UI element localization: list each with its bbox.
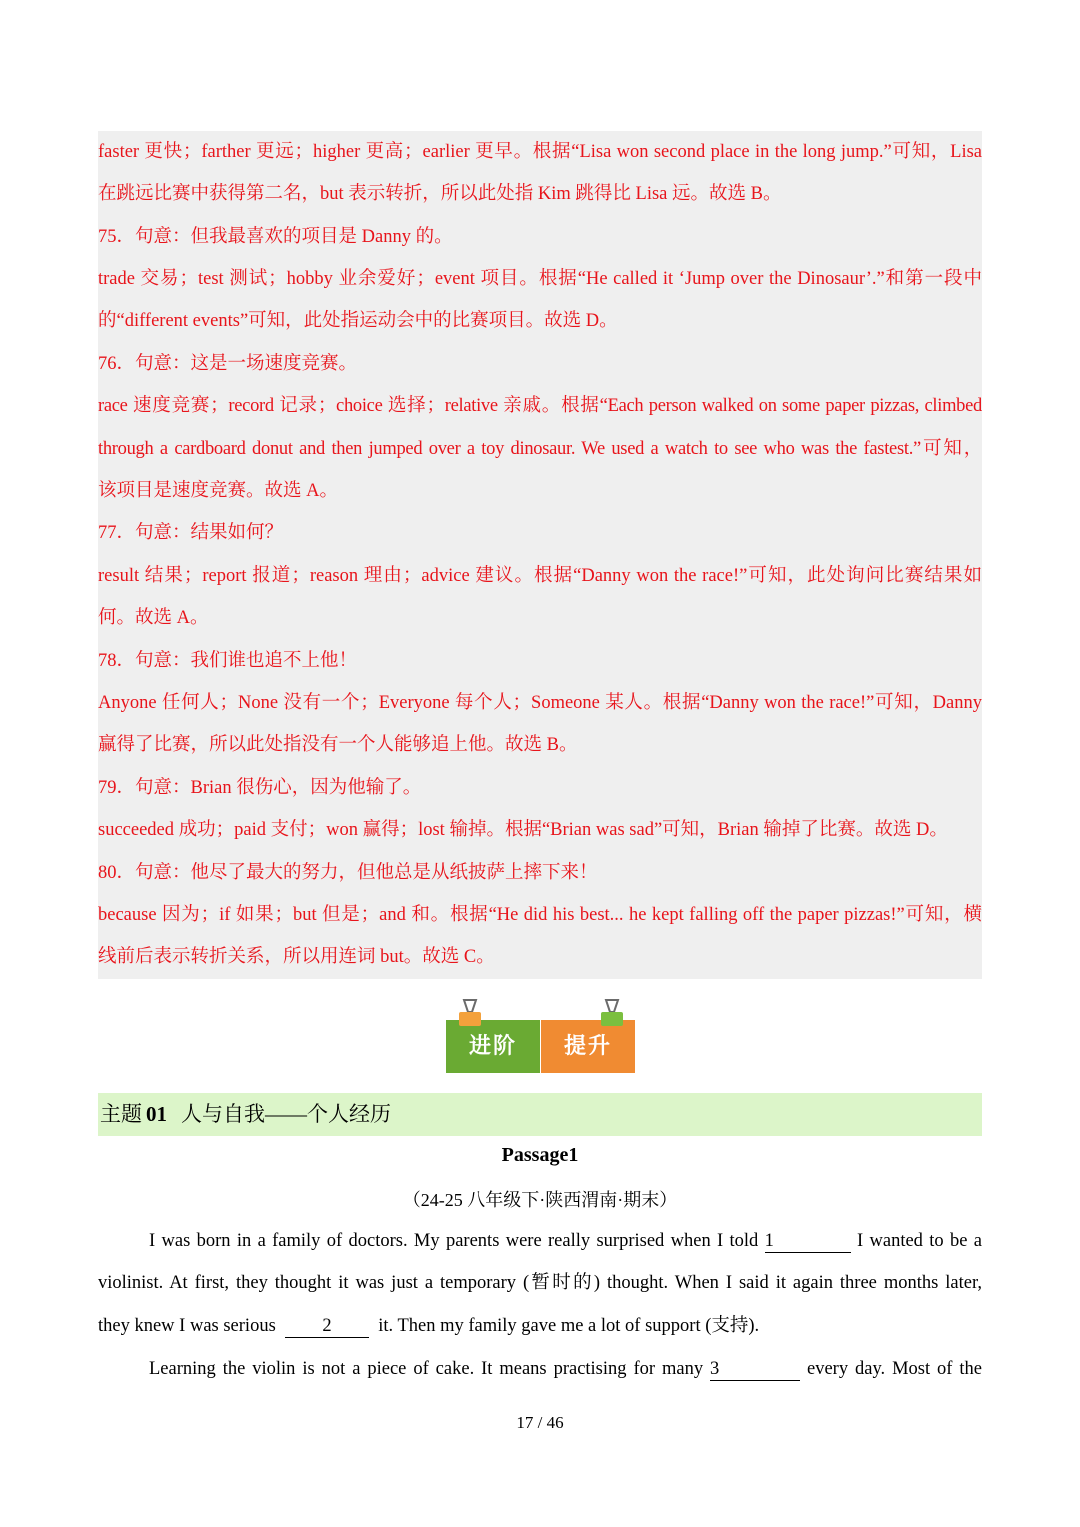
passage-text: I wanted to be a: [857, 1231, 982, 1251]
passage-text: they knew I was serious: [98, 1316, 276, 1336]
answer-line: succeeded 成功；paid 支付；won 赢得；lost 输掉。根据“Brian was sad”可知，Brian 输掉了比赛。故选 D。: [98, 820, 948, 840]
topic-title: 人与自我——个人经历: [181, 1102, 391, 1126]
passage-line: violinist. At first, they thought it was just a temporary (暂时的) thought. When I said it again three months later,: [98, 1273, 982, 1293]
answer-line: 76．句意：这是一场速度竞赛。: [98, 354, 358, 374]
answer-line: result 结果；report 报道；reason 理由；advice 建议。根据“Danny won the race!”可知，此处询问比赛结果如: [98, 566, 982, 586]
answer-line: 79．句意：Brian 很伤心，因为他输了。: [98, 778, 422, 798]
topic-header: [98, 1093, 982, 1136]
answer-line: 77．句意：结果如何？: [98, 523, 284, 543]
passage-text: I was born in a family of doctors. My parents were really surprised when I told: [149, 1231, 759, 1251]
passage-line: [98, 1305, 982, 1347]
passage-text: it. Then my family gave me a lot of support (支持).: [378, 1316, 760, 1336]
answer-line: because 因为；if 如果；but 但是；and 和。根据“He did his best... he kept falling off the paper pizzas!”可知，横: [98, 905, 982, 925]
answer-line: 80．句意：他尽了最大的努力，但他总是从纸披萨上摔下来！: [98, 863, 598, 883]
answer-line: 赢得了比赛，所以此处指没有一个人能够追上他。故选 B。: [98, 735, 578, 755]
answer-line: 78．句意：我们谁也追不上他！: [98, 651, 358, 671]
blank-3: 3: [710, 1358, 800, 1381]
page-number: 17 / 46: [516, 1413, 564, 1432]
blank-2: 2: [285, 1315, 369, 1338]
answer-line: Anyone 任何人；None 没有一个；Everyone 每个人；Someone 某人。根据“Danny won the race!”可知，Danny: [98, 693, 982, 713]
answer-line: race 速度竞赛；record 记录；choice 选择；relative 亲戚。根据“Each person walked on some paper pizzas, climbed: [98, 396, 982, 416]
passage-text: every day. Most of the: [806, 1359, 982, 1379]
topic-label: 主题: [100, 1102, 142, 1126]
advanced-section-badge: [446, 998, 635, 1075]
answer-line: 线前后表示转折关系，所以用连词 but。故选 C。: [98, 947, 495, 967]
answer-line: 何。故选 A。: [98, 608, 209, 628]
topic-number: 01: [146, 1102, 167, 1126]
passage-line: [98, 1220, 982, 1262]
blank-1: 1: [765, 1230, 851, 1253]
answer-line: 在跳远比赛中获得第二名，but 表示转折，所以此处指 Kim 跳得比 Lisa 远。故选 B。: [98, 184, 782, 204]
passage-text: Learning the violin is not a piece of cake. It means practising for many: [149, 1359, 704, 1379]
binder-clip-icon: [456, 998, 484, 1028]
badge-left-label: 进阶: [468, 1034, 517, 1059]
answer-line: through a cardboard donut and then jumped over a toy dinosaur. We used a watch to see who was the fastest.”可知，: [98, 439, 982, 459]
answer-line: faster 更快；farther 更远；higher 更高；earlier 更早。根据“Lisa won second place in the long jump.”可知，Lisa: [98, 142, 982, 162]
badge-right-label: 提升: [563, 1034, 612, 1059]
answer-line: trade 交易；test 测试；hobby 业余爱好；event 项目。根据“He called it ‘Jump over the Dinosaur’.”和第一段中: [98, 269, 982, 289]
answer-line: 的“different events”可知，此处指运动会中的比赛项目。故选 D。: [98, 311, 618, 331]
passage-line: [98, 1348, 982, 1390]
passage-title: Passage1: [501, 1144, 579, 1166]
answer-line: 该项目是速度竞赛。故选 A。: [98, 481, 338, 501]
passage-source: （24-25 八年级下·陕西渭南·期末）: [402, 1190, 678, 1210]
binder-clip-icon: [598, 998, 626, 1028]
answer-line: 75．句意：但我最喜欢的项目是 Danny 的。: [98, 227, 453, 247]
